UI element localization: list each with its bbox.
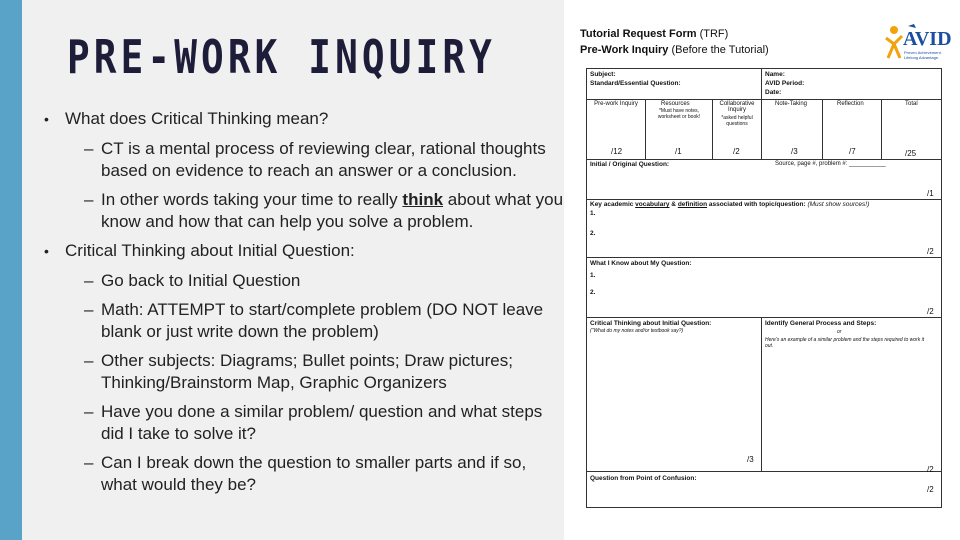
col-prework: Pre-work Inquiry — [594, 101, 638, 107]
period-label: AVID Period: — [765, 80, 805, 87]
dash-icon: – — [84, 190, 94, 209]
score-resources: /1 — [675, 147, 682, 156]
ct-note: ("What do my notes and/or textbook say?) — [590, 328, 684, 334]
form-grid — [586, 68, 942, 508]
confusion-score: /2 — [927, 485, 934, 494]
initial-question-label: Initial / Original Question: — [590, 161, 670, 168]
vocab-score: /2 — [927, 247, 934, 256]
bullet-dot-icon: • — [44, 243, 49, 259]
steps-note: Here's an example of a similar problem and the steps required to work it out. — [765, 337, 925, 349]
grid-line — [712, 99, 713, 159]
sub-bullet-break-down: – Can I break down the question to smaller parts and if so, what would they be? — [84, 453, 527, 494]
grid-line — [761, 69, 762, 99]
grid-line — [587, 317, 941, 318]
date-label: Date: — [765, 89, 782, 96]
ct-score: /3 — [747, 455, 754, 464]
sub-bullet-ct-definition: – CT is a mental process of reviewing clear, rational thoughts based on evidence to reach an answer or a conclusion. — [84, 139, 546, 180]
col-reflection: Reflection — [837, 101, 864, 107]
name-label: Name: — [765, 71, 785, 78]
initial-score: /1 — [927, 189, 934, 198]
vocab-label: Key academic vocabulary & definition associated with topic/question: (Must show sources!) — [590, 201, 870, 208]
grid-line — [645, 99, 646, 159]
avid-logo-tagline: Proven Achievement. Lifelong Advantage. — [904, 50, 942, 60]
confusion-label: Question from Point of Confusion: — [590, 475, 697, 482]
grid-line — [587, 159, 941, 160]
sub-bullet-math: – Math: ATTEMPT to start/complete problem (DO NOT leave blank or just write down the problem) — [84, 300, 544, 341]
score-notetaking: /3 — [791, 147, 798, 156]
steps-score: /2 — [927, 465, 934, 474]
slide-content — [44, 108, 564, 503]
score-reflection: /7 — [849, 147, 856, 156]
col-total: Total — [905, 101, 918, 107]
bullet-critical-thinking-meaning: • What does Critical Thinking mean? — [44, 109, 329, 128]
steps-or: or — [837, 329, 842, 335]
ct-label: Critical Thinking about Initial Question: — [590, 320, 712, 327]
sub-bullet-other-subjects: – Other subjects: Diagrams; Bullet points; Draw pictures; Thinking/Brainstorm Map, Graphic Organizers — [84, 351, 513, 392]
col-resources: Resources — [661, 101, 690, 107]
vocab-item-1: 1. — [590, 210, 596, 217]
know-item-1: 1. — [590, 272, 596, 279]
grid-line — [587, 471, 941, 472]
grid-line — [587, 199, 941, 200]
know-item-2: 2. — [590, 289, 596, 296]
score-prework: /12 — [611, 147, 623, 156]
grid-line — [587, 257, 941, 258]
grid-line — [881, 99, 882, 159]
avid-logo-text: AVID — [903, 28, 952, 50]
col-notetaking: Note-Taking — [775, 101, 808, 107]
sub-bullet-similar-problem: – Have you done a similar problem/ question and what steps did I take to solve it? — [84, 402, 543, 443]
tutorial-request-form-image — [564, 0, 960, 540]
source-label: Source, page #, problem #: ___________ — [775, 161, 886, 167]
know-label: What I Know about My Question: — [590, 260, 692, 267]
steps-label: Identify General Process and Steps: — [765, 320, 877, 327]
dash-icon: – — [84, 271, 94, 290]
form-subtitle: Pre-Work Inquiry (Before the Tutorial) — [580, 44, 769, 56]
dash-icon: – — [84, 402, 94, 421]
dash-icon: – — [84, 139, 94, 158]
subject-label: Subject: — [590, 71, 616, 78]
form-title: Tutorial Request Form (TRF) — [580, 28, 729, 40]
bullet-ct-initial-question: • Critical Thinking about Initial Question: — [44, 241, 355, 260]
sub-bullet-other-words: – In other words taking your time to really think about what you know and how that can help you solve a problem. — [84, 190, 564, 231]
slide-title: PRE-WORK INQUIRY — [67, 30, 496, 84]
vocab-item-2: 2. — [590, 230, 596, 237]
think-emphasis: think — [402, 190, 444, 209]
score-collab: /2 — [733, 147, 740, 156]
score-total: /25 — [905, 149, 917, 158]
sub-bullet-go-back: – Go back to Initial Question — [84, 271, 301, 290]
grid-line — [761, 99, 762, 159]
col-collab: Collaborative Inquiry — [719, 101, 755, 113]
grid-line — [822, 99, 823, 159]
bullet-dot-icon: • — [44, 111, 49, 127]
grid-line — [587, 99, 941, 100]
dash-icon: – — [84, 300, 94, 319]
dash-icon: – — [84, 351, 94, 370]
col-collab-note: *asked helpful questions — [721, 115, 753, 127]
grid-line — [761, 317, 762, 471]
know-score: /2 — [927, 307, 934, 316]
col-resources-note: *Must have notes, worksheet or book! — [657, 108, 701, 120]
dash-icon: – — [84, 453, 94, 472]
standard-label: Standard/Essential Question: — [590, 80, 681, 87]
